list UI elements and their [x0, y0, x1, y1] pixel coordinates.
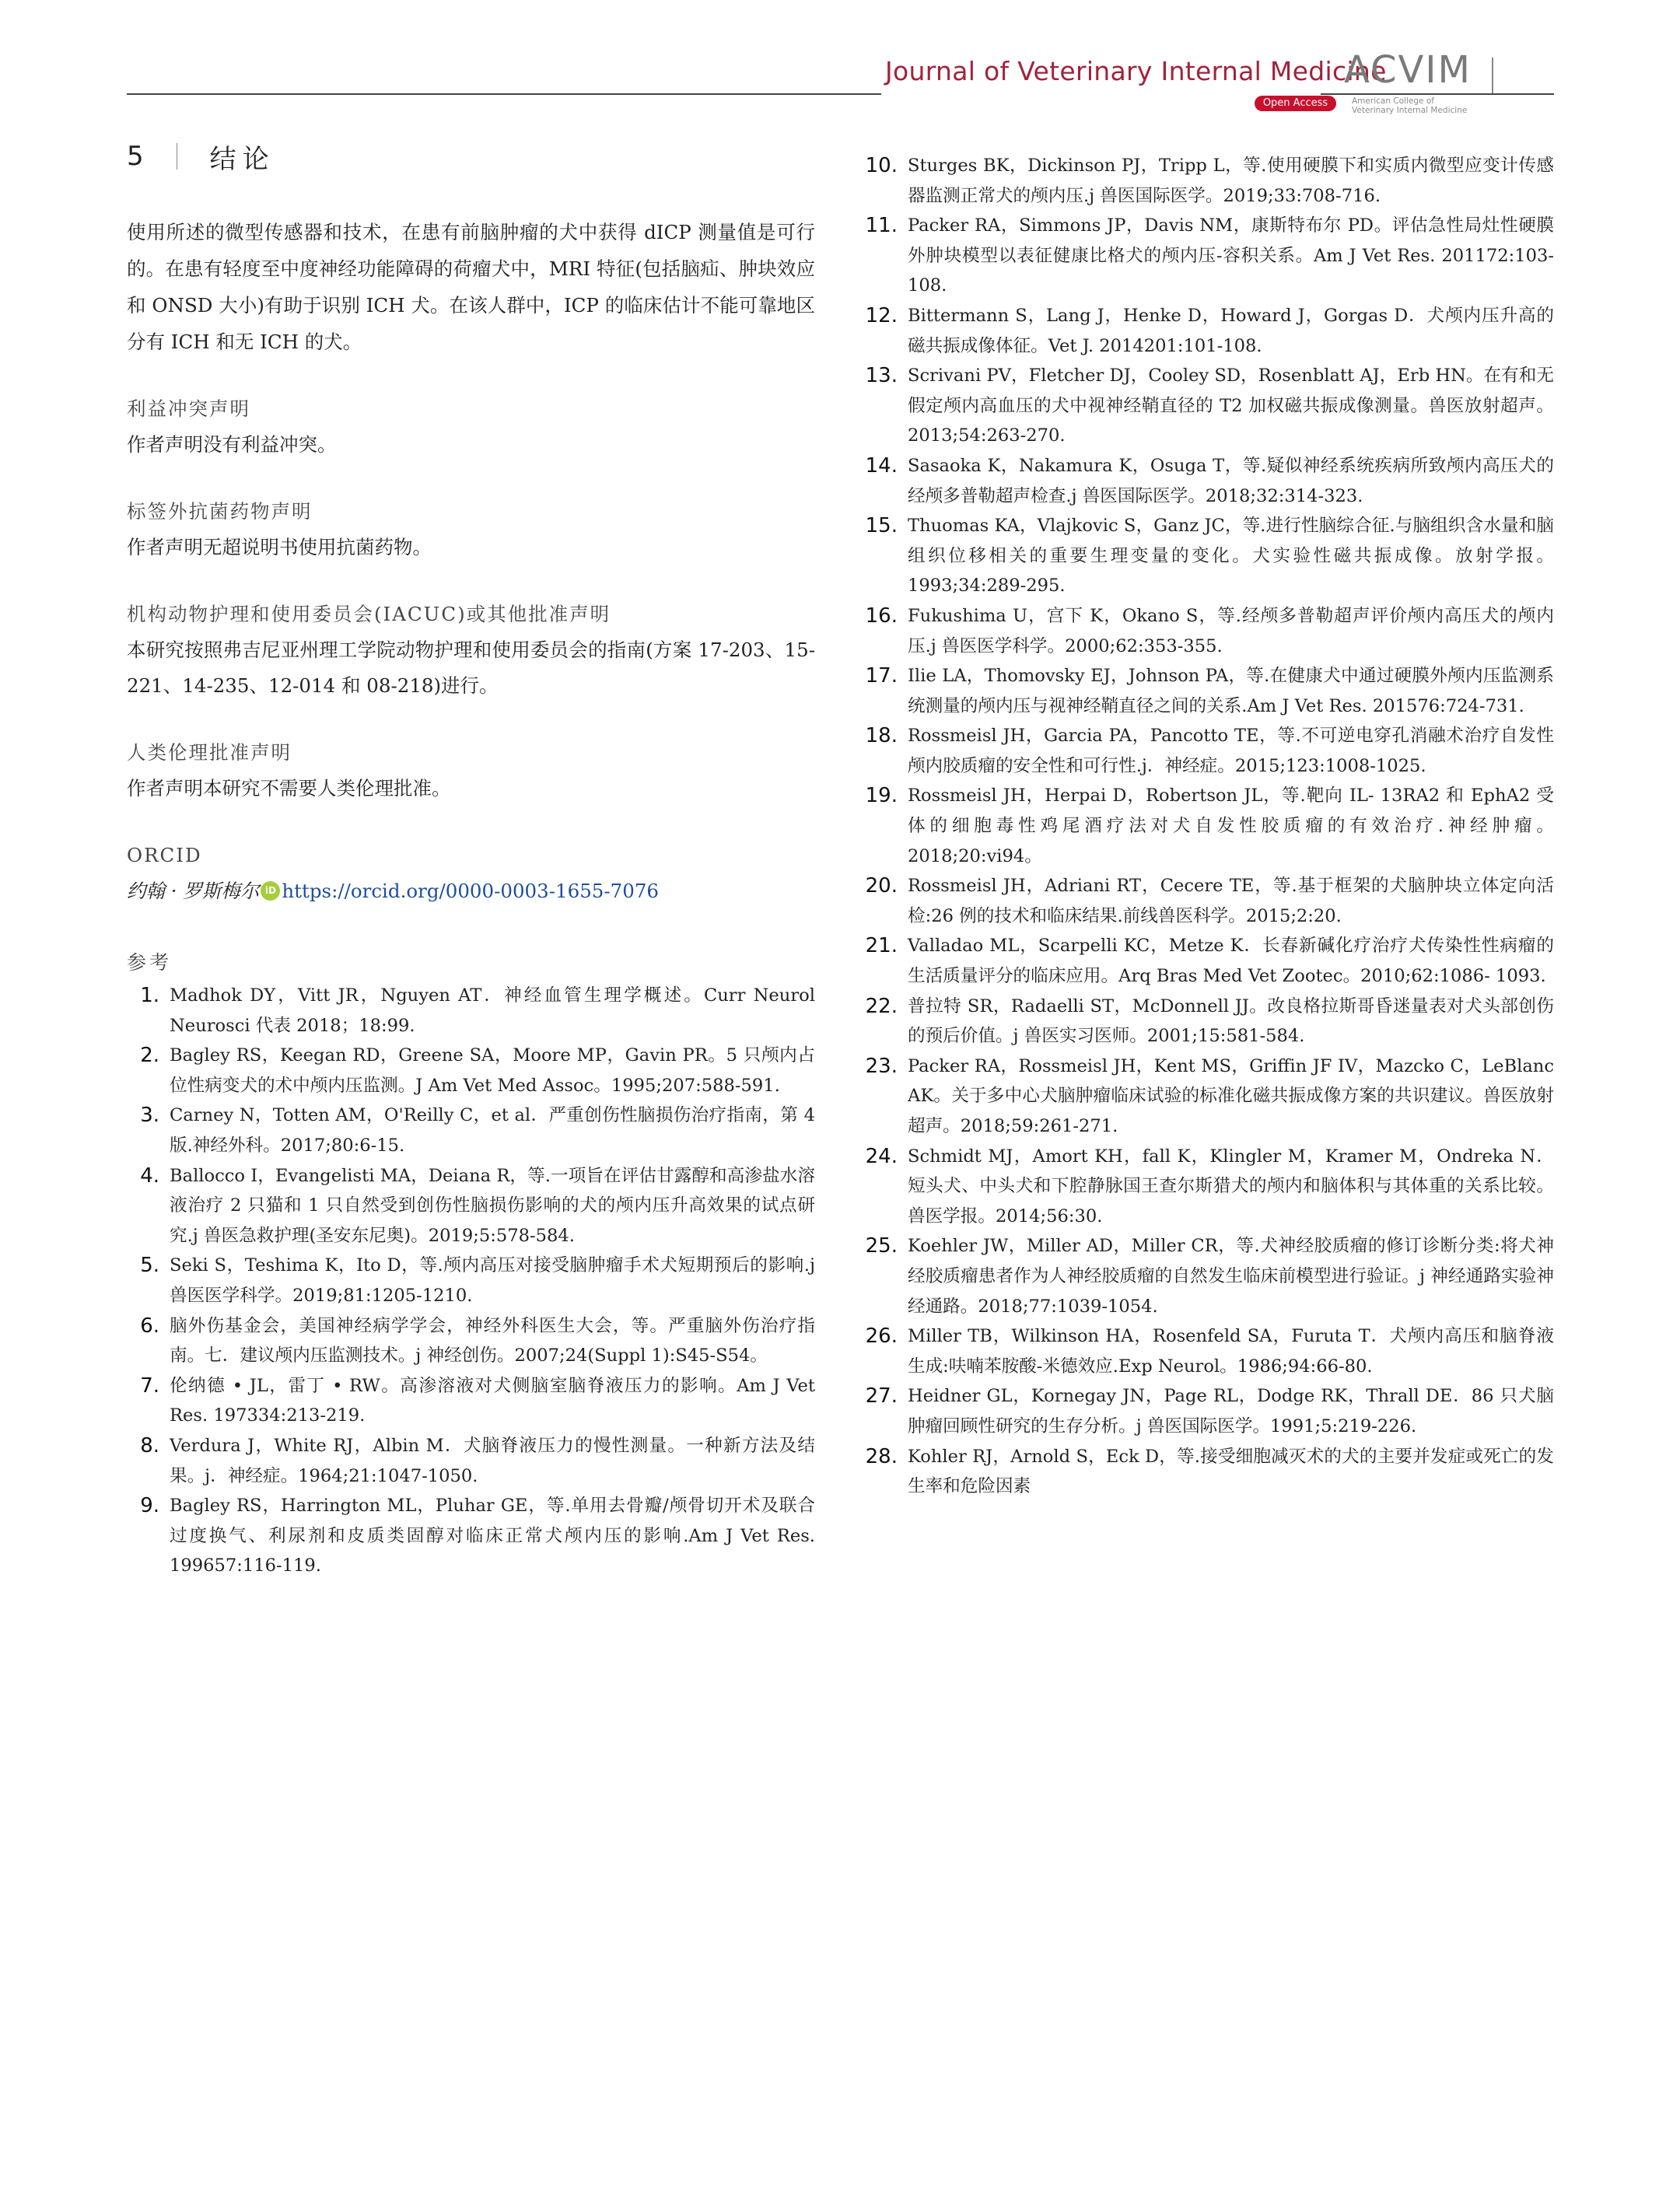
reference-item — [865, 721, 1554, 781]
reference-number: 24. — [865, 1144, 898, 1168]
reference-item — [127, 981, 815, 1041]
reference-item — [865, 1381, 1554, 1441]
section-title: 结论 — [209, 143, 275, 175]
statement-heading: 利益冲突声明 — [127, 397, 250, 420]
statement-heading: 标签外抗菌药物声明 — [127, 500, 313, 523]
reference-number: 20. — [865, 874, 898, 898]
orcid-author-name: 约翰 · 罗斯梅尔 — [127, 880, 260, 902]
reference-number: 23. — [865, 1054, 898, 1078]
page-header — [127, 47, 1554, 117]
reference-text: Rossmeisl JH，Adriani RT，Cecere TE，等.基于框架的犬脑肿块立体定向活检:26 例的技术和临床结果.前线兽医科学。2015;2:20. — [908, 876, 1554, 926]
reference-number: 9. — [140, 1494, 159, 1518]
reference-number: 22. — [865, 994, 898, 1018]
reference-text: Packer RA，Rossmeisl JH，Kent MS，Griffin JF IV，Mazcko C，LeBlanc AK。关于多中心犬脑肿瘤临床试验的标准化磁共振成像方案的共识建议。兽医放射超声。2018;59:261-271. — [908, 1055, 1554, 1136]
orcid-heading: ORCID — [127, 844, 202, 866]
reference-number: 28. — [865, 1444, 898, 1468]
references-list-left — [127, 981, 815, 1581]
reference-text: Heidner GL，Kornegay JN，Page RL，Dodge RK，Thrall DE．86 只犬脑肿瘤回顾性研究的生存分析。j 兽医国际医学。1991;5:219-226. — [908, 1386, 1554, 1436]
statement-body: 作者声明没有利益冲突。 — [127, 433, 337, 456]
reference-number: 6. — [140, 1314, 159, 1338]
statement-iacuc — [127, 597, 815, 704]
reference-item — [865, 1321, 1554, 1381]
reference-item — [865, 211, 1554, 301]
statement-heading: 机构动物护理和使用委员会(IACUC)或其他批准声明 — [127, 603, 611, 625]
reference-text: Sasaoka K，Nakamura K，Osuga T，等.疑似神经系统疾病所致颅内高压犬的经颅多普勒超声检查.j 兽医国际医学。2018;32:314-323. — [908, 455, 1554, 506]
reference-number: 2. — [140, 1044, 159, 1068]
reference-text: Bagley RS，Harrington ML，Pluhar GE，等.单用去骨瓣/颅骨切开术及联合过度换气、利尿剂和皮质类固醇对临床正常犬颅内压的影响.Am J Vet Res. 199657:116-119. — [170, 1496, 815, 1576]
reference-text: Madhok DY，Vitt JR，Nguyen AT．神经血管生理学概述。Curr Neurol Neurosci 代表 2018；18:99. — [170, 985, 815, 1036]
reference-number: 18. — [865, 724, 898, 748]
reference-item — [127, 1251, 815, 1310]
reference-item — [865, 781, 1554, 871]
reference-number: 10. — [865, 154, 898, 177]
reference-number: 5. — [140, 1254, 159, 1278]
reference-text: Packer RA，Simmons JP，Davis NM，康斯特布尔 PD。评估急性局灶性硬膜外肿块模型以表征健康比格犬的颅内压-容积关系。Am J Vet Res. 201172:103-108. — [908, 215, 1554, 296]
reference-item — [127, 1491, 815, 1581]
reference-number: 19. — [865, 784, 898, 808]
reference-item — [865, 511, 1554, 601]
reference-number: 27. — [865, 1384, 898, 1408]
statement-conflict — [127, 391, 815, 463]
reference-text: Verdura J，White RJ，Albin M．犬脑脊液压力的慢性测量。一种新方法及结果。j．神经症。1964;21:1047-1050. — [170, 1435, 815, 1486]
reference-text: Koehler JW，Miller AD，Miller CR，等.犬神经胶质瘤的修订诊断分类:将犬神经胶质瘤患者作为人神经胶质瘤的自然发生临床前模型进行验证。j 神经通路实验神经通路。2018;77:1039-1054. — [908, 1236, 1554, 1317]
reference-number: 11. — [865, 214, 898, 238]
right-column — [865, 151, 1554, 1502]
reference-number: 21. — [865, 934, 898, 958]
reference-item — [865, 601, 1554, 661]
open-access-badge: Open Access — [1255, 96, 1336, 111]
reference-item — [865, 451, 1554, 511]
reference-item — [127, 1371, 815, 1431]
reference-item — [865, 992, 1554, 1052]
statement-body: 本研究按照弗吉尼亚州理工学院动物护理和使用委员会的指南(方案 17-203、15-221、14-235、12-014 和 08-218)进行。 — [127, 639, 815, 697]
header-rule — [127, 93, 881, 95]
reference-text: Rossmeisl JH，Garcia PA，Pancotto TE，等.不可逆电穿孔消融术治疗自发性颅内胶质瘤的安全性和可行性.j．神经症。2015;123:1008-1025. — [908, 726, 1554, 776]
logo-subtitle: American College of Veterinary Internal Medicine — [1352, 96, 1468, 115]
logo-wordmark: ACVIM — [1344, 48, 1472, 92]
reference-item — [127, 1041, 815, 1101]
reference-text: Schmidt MJ，Amort KH，fall K，Klingler M，Kramer M，Ondreka N．短头犬、中头犬和下腔静脉国王查尔斯猎犬的颅内和脑体积与其体重的关系比较。兽医学报。2014;56:30. — [908, 1146, 1554, 1226]
reference-text: Rossmeisl JH，Herpai D，Robertson JL，等.靶向 IL- 13RA2 和 EphA2 受体的细胞毒性鸡尾酒疗法对犬自发性胶质瘤的有效治疗.神经肿瘤。2018;20:vi94。 — [908, 786, 1554, 866]
reference-number: 15. — [865, 514, 898, 538]
reference-item — [865, 1052, 1554, 1142]
statement-body: 作者声明本研究不需要人类伦理批准。 — [127, 777, 451, 800]
reference-item — [865, 1442, 1554, 1502]
reference-item — [127, 1311, 815, 1371]
reference-number: 25. — [865, 1234, 898, 1258]
reference-number: 14. — [865, 453, 898, 478]
orcid-icon: iD — [261, 881, 280, 901]
reference-text: Thuomas KA，Vlajkovic S，Ganz JC，等.进行性脑综合征.与脑组织含水量和脑组织位移相关的重要生理变量的变化。犬实验性磁共振成像。放射学报。1993;34:289-295. — [908, 516, 1554, 597]
reference-item — [865, 661, 1554, 721]
reference-item — [865, 151, 1554, 211]
reference-number: 3. — [140, 1104, 159, 1128]
orcid-line — [127, 873, 815, 909]
orcid-link[interactable]: https://orcid.org/0000-0003-1655-7076 — [282, 880, 659, 902]
reference-number: 1. — [140, 984, 159, 1007]
reference-item — [865, 1142, 1554, 1232]
reference-number: 13. — [865, 364, 898, 388]
reference-number: 8. — [140, 1433, 159, 1457]
reference-text: Fukushima U，宫下 K，Okano S，等.经颅多普勒超声评价颅内高压犬的颅内压.j 兽医医学科学。2000;62:353-355. — [908, 605, 1554, 656]
acvim-logo — [1344, 48, 1476, 118]
reference-item — [865, 301, 1554, 361]
reference-text: Bittermann S，Lang J，Henke D，Howard J，Gorgas D．犬颅内压升高的磁共振成像体征。Vet J. 2014201:101-108. — [908, 305, 1554, 356]
orcid-section — [127, 838, 815, 909]
reference-text: Sturges BK，Dickinson PJ，Tripp L，等.使用硬膜下和实质内微型应变计传感器监测正常犬的颅内压.j 兽医国际医学。2019;33:708-716. — [908, 156, 1554, 206]
reference-item — [865, 361, 1554, 451]
statement-offlabel — [127, 494, 815, 565]
reference-item — [865, 1231, 1554, 1321]
reference-number: 17. — [865, 664, 898, 688]
reference-number: 26. — [865, 1324, 898, 1349]
header-rule-right — [1321, 93, 1554, 95]
reference-item — [127, 1161, 815, 1251]
reference-text: 脑外伤基金会，美国神经病学学会，神经外科医生大会，等。严重脑外伤治疗指南。七．建议颅内压监测技术。j 神经创伤。2007;24(Suppl 1):S45-S54。 — [170, 1315, 815, 1366]
reference-text: Ilie LA，Thomovsky EJ，Johnson PA，等.在健康犬中通过硬膜外颅内压监测系统测量的颅内压与视神经鞘直径之间的关系.Am J Vet Res. 201576:724-731. — [908, 666, 1554, 716]
journal-title: Journal of Veterinary Internal Medicine — [885, 56, 1387, 86]
reference-item — [865, 871, 1554, 931]
reference-text: Bagley RS，Keegan RD，Greene SA，Moore MP，Gavin PR。5 只颅内占位性病变犬的术中颅内压监测。J Am Vet Med Assoc。1995;207:588-591. — [170, 1045, 815, 1096]
reference-text: 伦纳德 • JL，雷丁 • RW。高渗溶液对犬侧脑室脑脊液压力的影响。Am J Vet Res. 197334:213-219. — [170, 1375, 815, 1426]
statement-heading: 人类伦理批准声明 — [127, 741, 292, 764]
reference-number: 4. — [140, 1163, 159, 1188]
reference-item — [127, 1101, 815, 1160]
reference-number: 12. — [865, 303, 898, 327]
reference-item — [865, 931, 1554, 991]
conclusion-paragraph: 使用所述的微型传感器和技术，在患有前脑肿瘤的犬中获得 dICP 测量值是可行的。在患有轻度至中度神经功能障碍的荷瘤犬中，MRI 特征(包括脑疝、肿块效应和 ONSD 大小)有助于识别 ICH 犬。在该人群中，ICP 的临床估计不能可靠地区分有 ICH 和无 ICH 的犬。 — [127, 221, 815, 353]
reference-text: 普拉特 SR，Radaelli ST，McDonnell JJ。改良格拉斯哥昏迷量表对犬头部创伤的预后价值。j 兽医实习医师。2001;15:581-584. — [908, 996, 1554, 1047]
header-divider — [1492, 58, 1493, 93]
references-heading: 参考 — [127, 951, 173, 974]
reference-text: Kohler RJ，Arnold S，Eck D，等.接受细胞减灭术的犬的主要并发症或死亡的发生率和危险因素 — [908, 1446, 1554, 1497]
reference-text: Miller TB，Wilkinson HA，Rosenfeld SA，Furuta T．犬颅内高压和脑脊液生成:呋喃苯胺酸-米德效应.Exp Neurol。1986;94:66-80. — [908, 1326, 1554, 1377]
reference-number: 16. — [865, 604, 898, 628]
reference-item — [127, 1431, 815, 1491]
reference-text: Scrivani PV，Fletcher DJ，Cooley SD，Rosenblatt AJ，Erb HN。在有和无假定颅内高血压的犬中视神经鞘直径的 T2 加权磁共振成像测量。兽医放射超声。2013;54:263-270. — [908, 366, 1554, 446]
statement-ethics — [127, 735, 815, 807]
section-number: 5 — [127, 141, 144, 172]
section-heading — [127, 136, 815, 177]
reference-text: Ballocco I，Evangelisti MA，Deiana R，等.一项旨在评估甘露醇和高渗盐水溶液治疗 2 只猫和 1 只自然受到创伤性脑损伤影响的犬的颅内压升高效果的试点研究.j 兽医急救护理(圣安东尼奥)。2019;5:578-584. — [170, 1165, 815, 1246]
reference-text: Carney N，Totten AM，O'Reilly C，et al．严重创伤性脑损伤治疗指南，第 4 版.神经外科。2017;80:6-15. — [170, 1105, 815, 1156]
reference-text: Seki S，Teshima K，Ito D，等.颅内高压对接受脑肿瘤手术犬短期预后的影响.j 兽医医学科学。2019;81:1205-1210. — [170, 1255, 815, 1306]
reference-number: 7. — [140, 1373, 159, 1398]
reference-text: Valladao ML，Scarpelli KC，Metze K．长春新碱化疗治疗犬传染性性病瘤的生活质量评分的临床应用。Arq Bras Med Vet Zootec。2010;62:1086- 1093. — [908, 936, 1554, 987]
left-column — [127, 136, 815, 1581]
statement-body: 作者声明无超说明书使用抗菌药物。 — [127, 536, 432, 558]
